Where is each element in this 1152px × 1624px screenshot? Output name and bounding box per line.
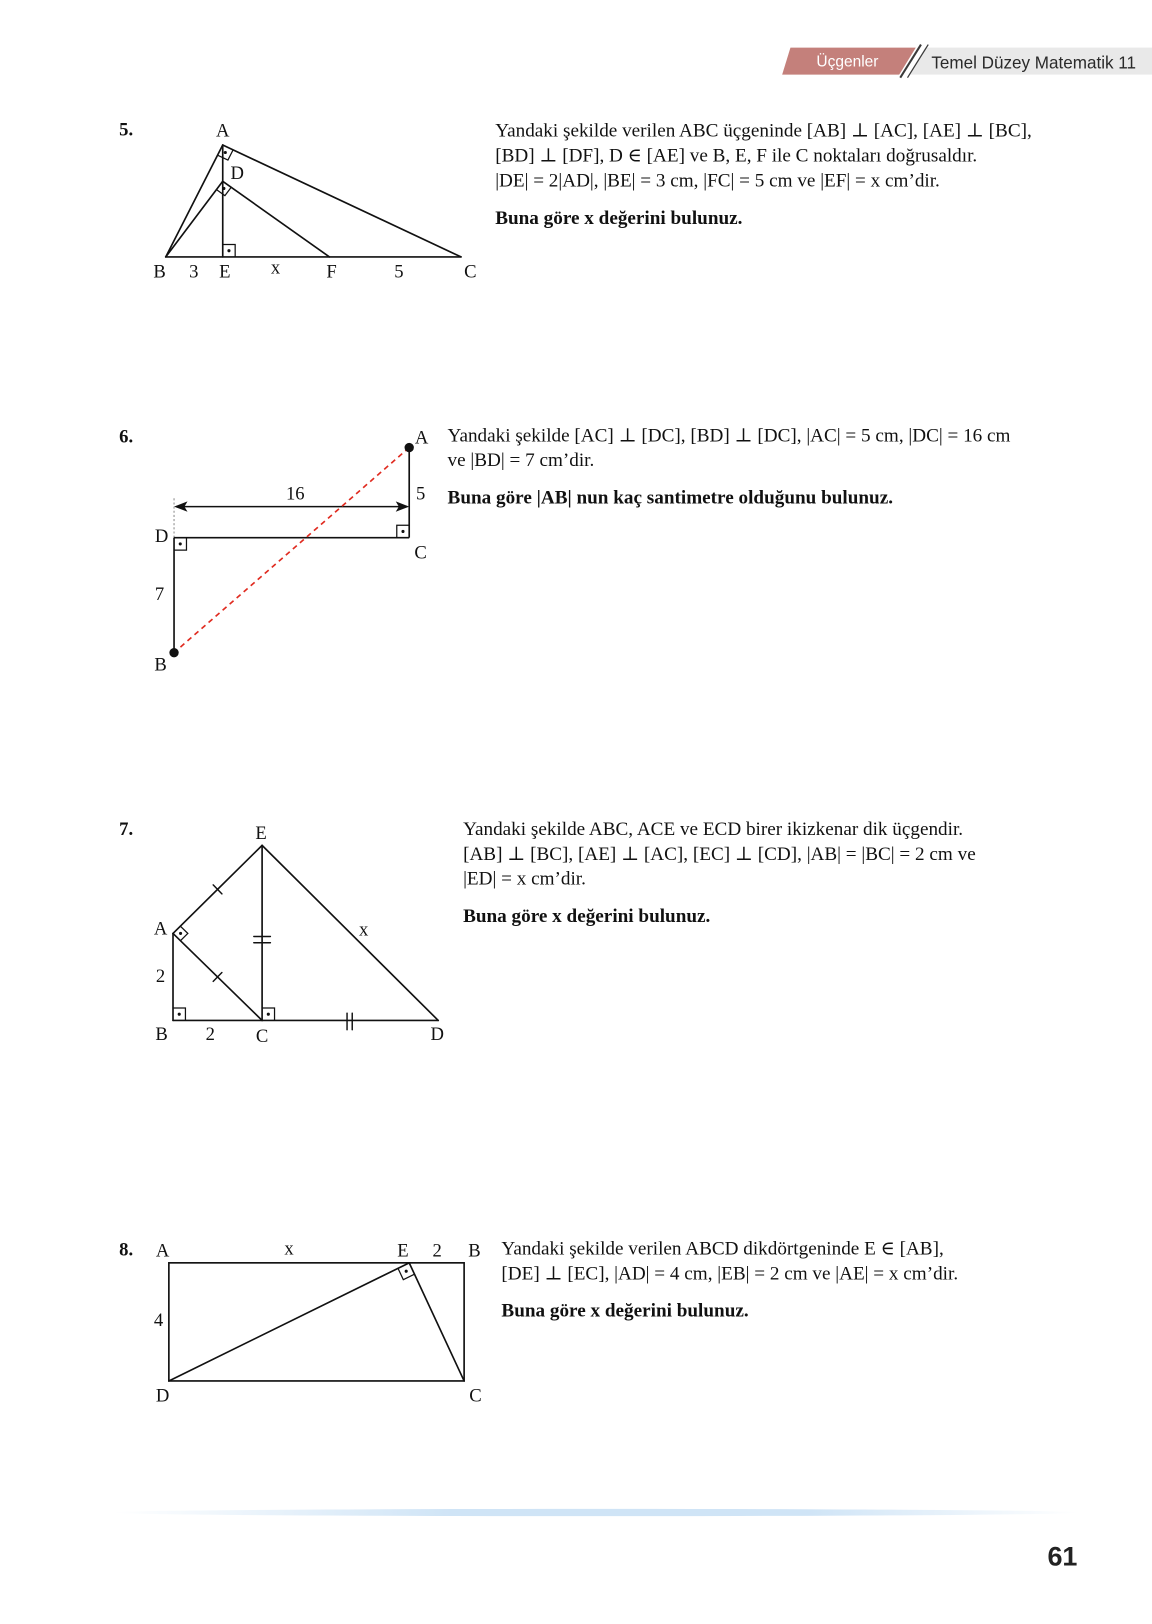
- segment-ec: [409, 1263, 464, 1381]
- statement-line: Yandaki şekilde verilen ABCD dikdörtgeninde E ∈ [AB],: [501, 1239, 944, 1260]
- length-label-ab: 2: [155, 966, 166, 988]
- segment-ed: [262, 845, 438, 1020]
- footer-rule: [113, 1509, 1079, 1516]
- right-angle-dot: [224, 151, 227, 154]
- figure-problem-7: [154, 823, 444, 1047]
- length-label-dc: 16: [285, 483, 305, 505]
- statement-line: |DE| = 2|AD|, |BE| = 3 cm, |FC| = 5 cm ve |EF| = x cm’dir.: [495, 170, 940, 192]
- point-label-e: E: [397, 1240, 409, 1262]
- right-angle-dot: [222, 187, 225, 190]
- point-label-c: C: [464, 261, 477, 283]
- point-label-b: B: [154, 654, 167, 676]
- length-label-ed: x: [358, 919, 369, 941]
- segment-de: [169, 1263, 409, 1381]
- point-label-e: E: [255, 823, 267, 845]
- problem-number: 8.: [119, 1239, 134, 1260]
- length-label-ac: 5: [415, 483, 426, 505]
- point-label-c: C: [469, 1385, 482, 1407]
- point-label-a: A: [414, 427, 429, 449]
- point-label-d: D: [154, 525, 169, 547]
- right-angle-dot: [179, 542, 182, 545]
- point-label-a: A: [153, 918, 168, 940]
- point-label-b: B: [468, 1240, 481, 1262]
- problem-8-statement: [501, 1237, 958, 1324]
- figure-problem-6: [154, 427, 429, 675]
- statement-line: |ED| = x cm’dir.: [463, 869, 586, 890]
- length-label-eb: 2: [432, 1240, 442, 1262]
- segment-ac: [223, 145, 461, 257]
- statement-line: [DE] ⊥ [EC], |AD| = 4 cm, |EB| = 2 cm ve |AE| = x cm’dir.: [501, 1263, 959, 1285]
- point-label-f: F: [326, 261, 337, 283]
- point-label-c: C: [414, 542, 427, 564]
- length-label-ae: x: [284, 1238, 294, 1260]
- segment-ab-dashed: [174, 448, 409, 653]
- point-label-d: D: [430, 1024, 444, 1046]
- segment-df: [223, 181, 330, 257]
- length-label-ad: 4: [153, 1310, 164, 1332]
- problem-number: 7.: [119, 818, 134, 840]
- point-label-e: E: [219, 261, 231, 283]
- figure-problem-8: [154, 1239, 482, 1407]
- right-angle-dot: [405, 1270, 408, 1273]
- figure-problem-5: [153, 121, 476, 283]
- statement-line: Yandaki şekilde ABC, ACE ve ECD birer ikizkenar dik üçgendir.: [463, 819, 964, 841]
- segment-ab: [166, 145, 223, 257]
- length-label-be: 3: [189, 261, 199, 283]
- statement-line: Yandaki şekilde [AC] ⊥ [DC], [BD] ⊥ [DC], |AC| = 5 cm, |DC| = 16 cm: [447, 425, 1011, 447]
- point-a-dot: [405, 443, 414, 452]
- statement-line: [AB] ⊥ [BC], [AE] ⊥ [AC], [EC] ⊥ [CD], |AB| = |BC| = 2 cm ve: [463, 844, 976, 866]
- right-angle-dot: [227, 249, 230, 252]
- length-label-bc: 2: [205, 1024, 215, 1046]
- point-label-a: A: [155, 1240, 170, 1262]
- point-label-d: D: [155, 1385, 170, 1407]
- question-prompt: Buna göre x değerini bulunuz.: [495, 208, 743, 229]
- point-b-dot: [169, 648, 178, 657]
- statement-line: ve |BD| = 7 cm’dir.: [447, 450, 595, 472]
- statement-line: [BD] ⊥ [DF], D ∈ [AE] ve B, E, F ile C noktaları doğrusaldır.: [495, 146, 978, 167]
- right-angle-dot: [401, 530, 404, 533]
- statement-line: Yandaki şekilde verilen ABC üçgeninde [AB] ⊥ [AC], [AE] ⊥ [BC],: [495, 121, 1032, 142]
- problem-number: 6.: [119, 425, 134, 447]
- problem-5-statement: [495, 119, 1032, 231]
- point-label-b: B: [153, 261, 166, 283]
- question-prompt: Buna göre x değerini bulunuz.: [463, 906, 711, 928]
- point-label-a: A: [216, 120, 230, 142]
- rectangle-abcd: [169, 1263, 464, 1381]
- right-angle-dot: [178, 1013, 181, 1016]
- point-label-d: D: [230, 163, 244, 185]
- right-angle-dot: [267, 1013, 270, 1016]
- length-label-bd: 7: [154, 583, 165, 605]
- point-label-c: C: [255, 1026, 269, 1048]
- right-angle-dot: [179, 932, 182, 935]
- problem-7-statement: [463, 817, 976, 929]
- segment-bd: [166, 181, 223, 257]
- question-prompt: Buna göre |AB| nun kaç santimetre olduğunu bulunuz.: [447, 487, 894, 509]
- chapter-tab-label: Üçgenler: [816, 53, 879, 71]
- length-label-ef: x: [270, 257, 281, 279]
- book-title: Temel Düzey Matematik 11: [931, 53, 1137, 73]
- page-number: 61: [1047, 1541, 1078, 1572]
- length-label-fc: 5: [394, 261, 404, 283]
- point-label-b: B: [155, 1024, 168, 1046]
- question-prompt: Buna göre x değerini bulunuz.: [501, 1301, 749, 1322]
- problem-6-statement: [448, 424, 1011, 511]
- problem-number: 5.: [119, 119, 134, 140]
- running-header: [782, 45, 1152, 78]
